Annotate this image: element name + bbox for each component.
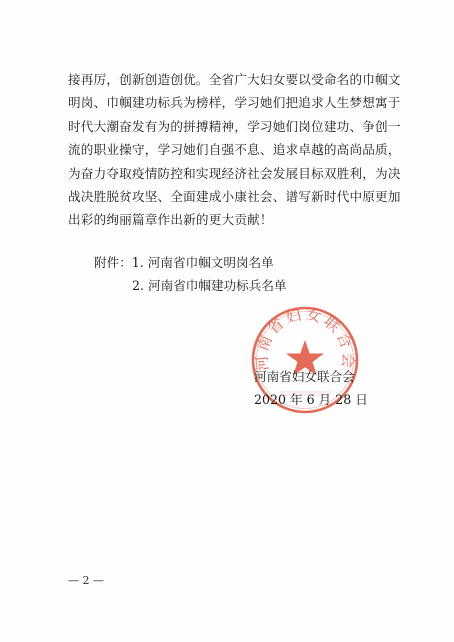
body-line: 战决胜脱贫攻坚、全面建成小康社会、谱写新时代中原更加 <box>68 189 401 205</box>
body-line: 为奋力夺取疫情防控和实现经济社会发展目标双胜利，为决 <box>68 165 401 181</box>
body-line: 流的职业操守，学习她们自强不息、追求卓越的高尚品质， <box>68 142 401 158</box>
issuing-organization: 河南省妇女联合会 <box>254 369 355 384</box>
attachment-item <box>94 251 287 274</box>
body-line: 接再厉，创新创造创优。全省广大妇女要以受命名的巾帼文 <box>68 72 401 87</box>
attachment-title: 2. 河南省巾帼建功标兵名单 <box>132 278 287 293</box>
issue-date: 2020 年 6 月 28 日 <box>254 392 368 407</box>
body-line: 出彩的绚丽篇章作出新的更大贡献！ <box>68 212 273 228</box>
signature-block <box>254 365 368 411</box>
body-line: 明岗、巾帼建功标兵为榜样，学习她们把追求人生梦想寓于 <box>68 95 401 111</box>
attachments-prefix: 附件： <box>94 255 132 270</box>
body-paragraph <box>68 68 401 232</box>
seal-text: 河南省妇女联合会 <box>252 305 358 372</box>
attachment-title: 1. 河南省巾帼文明岗名单 <box>131 255 274 270</box>
body-line: 时代大潮奋发有为的拼搏精神，学习她们岗位建功、争创一 <box>68 118 401 134</box>
page-number: — 2 — <box>68 574 104 587</box>
attachment-item <box>94 274 287 297</box>
attachments-list <box>94 251 287 297</box>
